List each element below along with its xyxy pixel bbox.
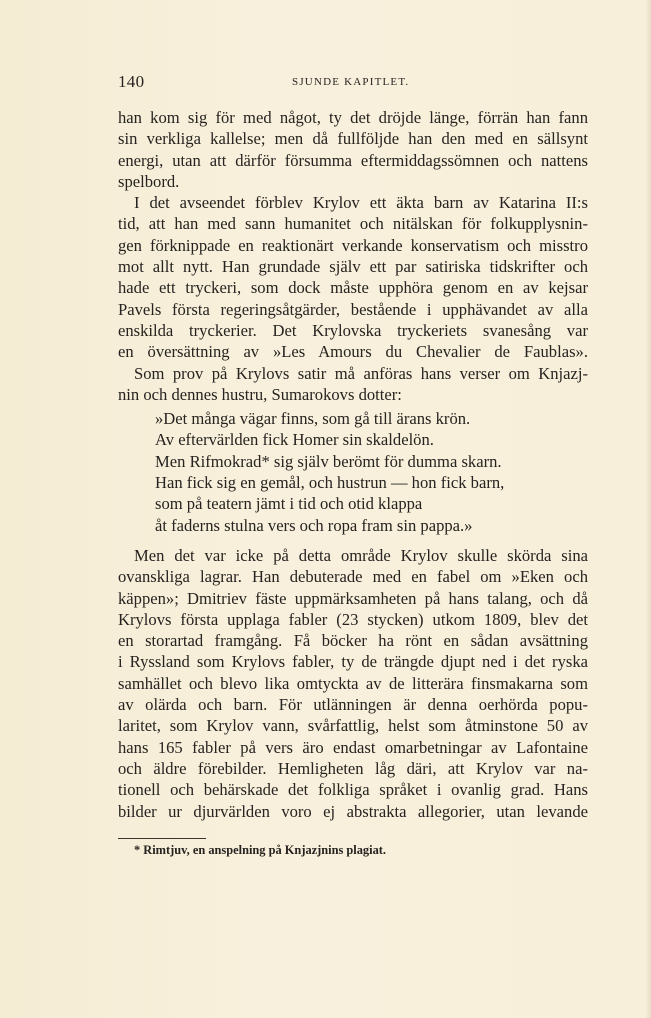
poem-line: åt faderns stulna vers och ropa fram sin pappa.» <box>155 515 473 535</box>
text-line: Som prov på Krylovs satir må anföras hans verser om Knjazj- <box>134 363 588 383</box>
text-line: och äldre förebilder. Hemligheten låg däri, att Krylov var na- <box>118 758 588 778</box>
text-line: tid, att han med sann humanitet och nitälskan för folkupplysnin- <box>118 214 588 234</box>
poem-quote <box>118 408 588 536</box>
text-line: käppen»; Dmitriev fäste uppmärksamheten på hans talang, och då <box>118 588 588 608</box>
text-line: av olärda och barn. För utlänningen är denna oerhörda popu- <box>118 695 588 715</box>
footnote: * Rimtjuv, en anspelning på Knjazjnins plagiat. <box>134 843 386 857</box>
text-line: ovanskliga lagrar. Han debuterade med en fabel om »Eken och <box>118 567 588 587</box>
text-line: energi, utan att därför försumma eftermiddagssömnen och nattens <box>118 150 588 170</box>
text-line: sin verkliga kallelse; men då fullföljde han den med en sällsynt <box>118 129 588 149</box>
text-line: hade ett tryckeri, som dock måste upphöra genom en av kejsar <box>118 278 588 298</box>
text-line: gen förknippade en reaktionärt verkande konservatism och misstro <box>118 235 588 255</box>
text-line: en översättning av »Les Amours du Chevalier de Faublas». <box>118 342 588 362</box>
text-line: enskilda tryckerier. Det Krylovska tryckeriets svanesång var <box>118 320 588 340</box>
poem-line: Men Rifmokrad* sig själv berömt för dumma skarn. <box>155 451 502 471</box>
text-line: nin och dennes hustru, Sumarokovs dotter: <box>118 384 402 404</box>
text-line: han kom sig för med något, ty det dröjde länge, förrän han fann <box>118 108 588 127</box>
text-line: en storartad framgång. Få böcker ha rönt en sådan avsättning <box>118 631 588 651</box>
footnote-divider <box>118 838 206 839</box>
poem-line: som på teatern jämt i tid och otid klappa <box>155 494 423 514</box>
body-text <box>118 107 588 822</box>
poem-line: »Det många vägar finns, som gå till ärans krön. <box>155 409 471 429</box>
page-edge-shadow <box>645 0 651 1018</box>
page-number: 140 <box>118 72 145 91</box>
running-head: SJUNDE KAPITLET. <box>292 76 410 88</box>
poem-line: Av eftervärlden fick Homer sin skaldelön. <box>155 430 434 450</box>
text-line: samhället och blevo lika omtyckta av de litterära finsmakarna som <box>118 673 588 693</box>
paragraph-2 <box>118 192 588 362</box>
poem-line: Han fick sig en gemål, och hustrun — hon fick barn, <box>155 473 505 493</box>
text-line: Pavels första regeringsåtgärder, bestående i upphävandet av alla <box>118 299 588 319</box>
text-line: mot allt nytt. Han grundade själv ett par satiriska tidskrifter och <box>118 257 588 277</box>
paragraph-3 <box>118 363 588 406</box>
text-line: bilder ur djurvärlden voro ej abstrakta allegorier, utan levande <box>118 801 588 821</box>
text-line: Men det var icke på detta område Krylov skulle skörda sina <box>134 545 588 565</box>
page-header <box>118 72 584 96</box>
paragraph-1 <box>118 107 588 192</box>
text-line: I det avseendet förblev Krylov ett äkta barn av Katarina II:s <box>134 193 588 213</box>
text-line: spelbord. <box>118 171 180 191</box>
paragraph-4 <box>118 545 588 822</box>
text-line: i Ryssland som Krylovs fabler, ty de trängde djupt ned i det ryska <box>118 652 588 672</box>
text-line: laritet, som Krylov vann, svårfattlig, helst som åtminstone 50 av <box>118 716 588 736</box>
text-line: Krylovs första upplaga fabler (23 stycken) utkom 1809, blev det <box>118 609 588 629</box>
text-line: hans 165 fabler på vers äro endast omarbetningar av Lafontaine <box>118 737 588 757</box>
text-line: tionell och behärskade det folkliga språket i ovanlig grad. Hans <box>118 780 588 800</box>
